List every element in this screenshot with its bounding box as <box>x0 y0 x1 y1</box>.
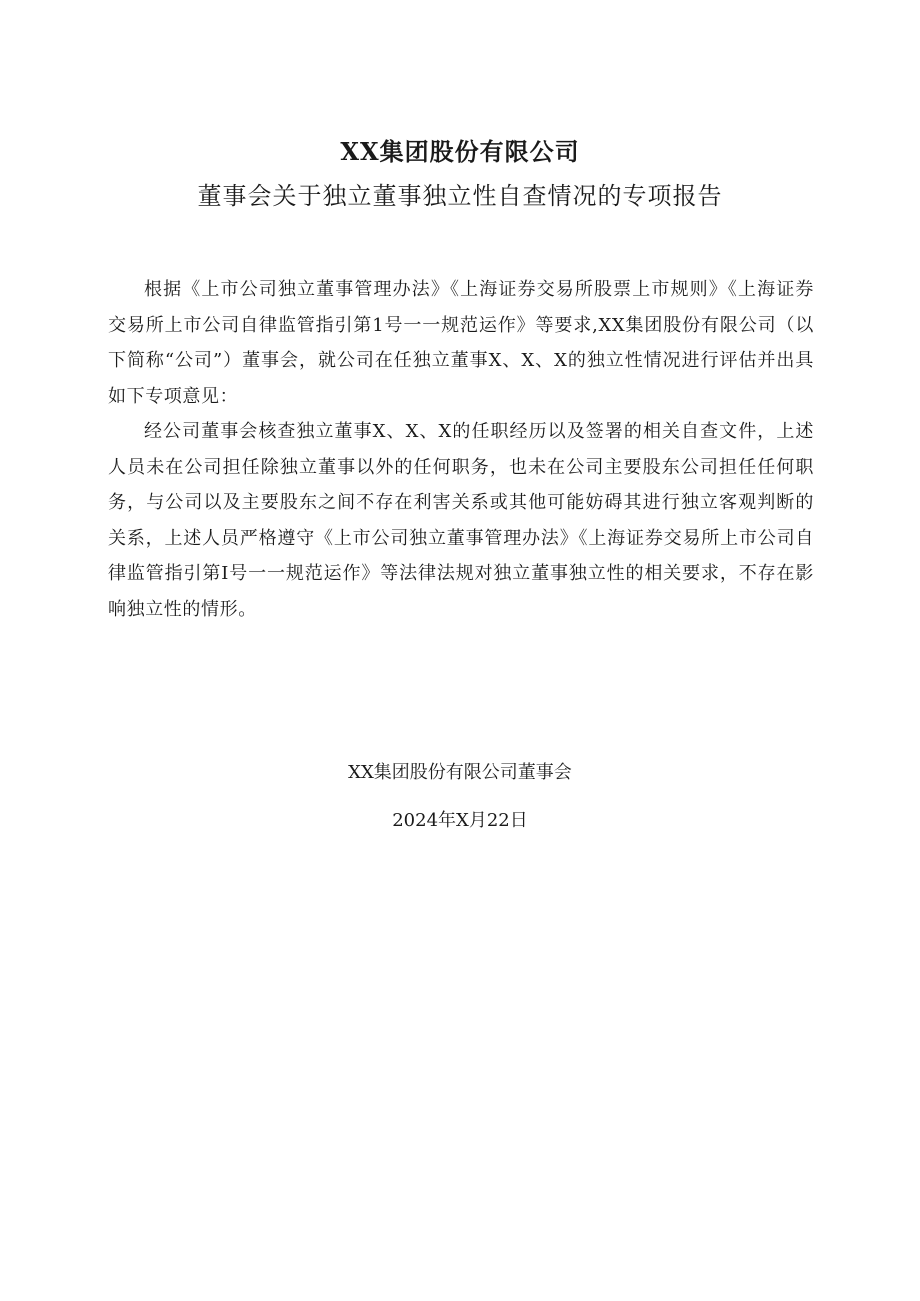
signature-organization: XX集团股份有限公司董事会 <box>348 762 572 783</box>
company-title <box>0 130 920 174</box>
paragraph-findings: 经公司董事会核查独立董事X、X、X的任职经历以及签署的相关自查文件，上述人员未在公司担任除独立董事以外的任何职务，也未在公司主要股东公司担任任何职务，与公司以及主要股东之间不存在利害关系或其他可能妨碍其进行独立客观判断的关系，上述人员严格遵守《上市公司独立董事管理办法》《上海证券交易所上市公司自律监管指引第I号一一规范运作》等法律法规对独立董事独立性的相关要求，不存在影响独立性的情形。 <box>108 421 814 620</box>
paragraph-basis: 根据《上市公司独立董事管理办法》《上海证券交易所股票上市规则》《上海证券交易所上市公司自律监管指引第1号一一规范运作》等要求,XX集团股份有限公司（以下简称“公司”）董事会，就公司在任独立董事X、X、X的独立性情况进行评估并出具如下专项意见： <box>108 279 814 407</box>
company-name: XX集团股份有限公司 <box>340 137 580 166</box>
report-title: 董事会关于独立董事独立性自查情况的专项报告 <box>197 182 723 210</box>
report-body <box>108 272 814 627</box>
title-block <box>0 130 920 218</box>
signature-date: 2024年X月22日 <box>392 810 528 831</box>
